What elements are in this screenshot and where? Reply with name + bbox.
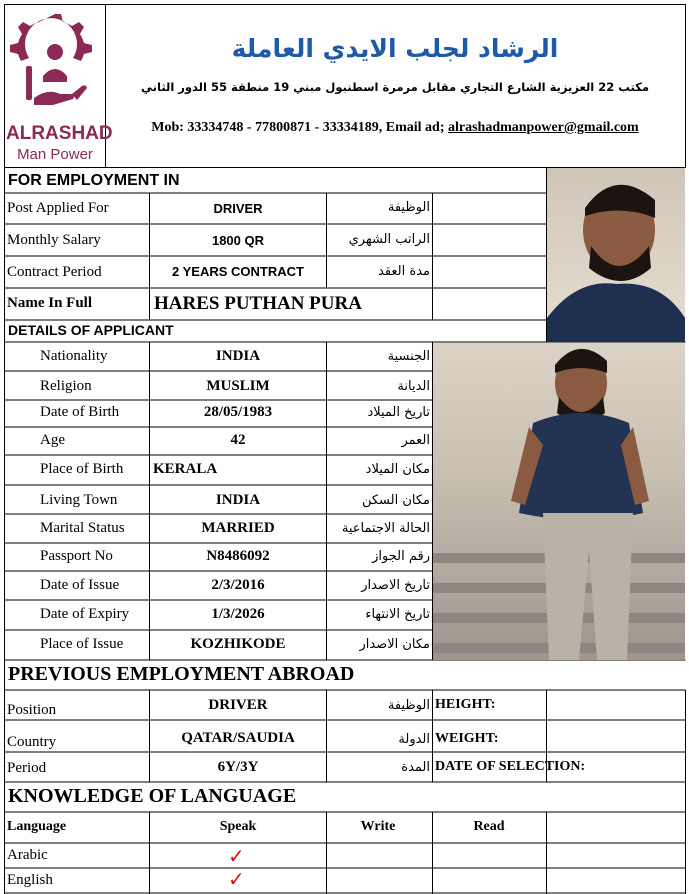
value-marital-status: MARRIED <box>201 520 275 536</box>
section-title-details: DETAILS OF APPLICANT <box>8 322 174 338</box>
arabic-label-religion: الديانة <box>397 379 430 394</box>
section-title-previous: PREVIOUS EMPLOYMENT ABROAD <box>8 663 355 685</box>
arabic-label-prev-country: الدولة <box>398 732 430 747</box>
value-religion: MUSLIM <box>206 378 270 394</box>
label-prev-country: Country <box>7 734 57 750</box>
label-place-of-issue: Place of Issue <box>40 636 124 652</box>
label-passport-no: Passport No <box>40 548 113 564</box>
label-contract-period: Contract Period <box>7 264 102 280</box>
company-logo <box>6 6 113 166</box>
contact-numbers: Mob: 33334748 - 77800871 - 33334189, Email ad; <box>151 120 445 135</box>
language-arabic: Arabic <box>7 847 48 863</box>
arabic-label-post: الوظيفة <box>387 200 430 215</box>
label-age: Age <box>40 432 65 448</box>
arabic-label-issue-place: مكان الاصدار <box>359 637 430 652</box>
label-marital-status: Marital Status <box>40 520 125 536</box>
value-contract-period: 2 YEARS CONTRACT <box>172 264 304 279</box>
english-speak-check-icon: ✓ <box>228 867 245 891</box>
arabic-label-living: مكان السكن <box>361 493 430 508</box>
logo-subtext: Man Power <box>17 146 93 163</box>
value-date-of-issue: 2/3/2016 <box>211 577 265 593</box>
language-col-header: Language <box>7 819 67 834</box>
applicant-portrait-photo <box>547 168 685 342</box>
arabic-label-salary: الراتب الشهري <box>348 232 430 247</box>
arabic-label-issue-date: تاريخ الاصدار <box>361 578 430 593</box>
label-date-of-selection: DATE OF SELECTION: <box>435 759 586 774</box>
value-monthly-salary: 1800 QR <box>211 233 265 248</box>
arabic-label-prev-period: المدة <box>401 760 430 775</box>
value-passport-no: N8486092 <box>206 548 270 564</box>
label-nationality: Nationality <box>40 348 108 364</box>
logo-text: ALRASHAD <box>6 123 113 144</box>
label-post-applied: Post Applied For <box>7 200 109 216</box>
company-name-arabic: الرشاد لجلب الايدي العاملة <box>231 34 559 63</box>
label-religion: Religion <box>40 378 92 394</box>
value-prev-position: DRIVER <box>208 697 268 713</box>
section-title-language: KNOWLEDGE OF LANGUAGE <box>8 785 297 807</box>
label-date-of-issue: Date of Issue <box>40 577 120 593</box>
label-weight: WEIGHT: <box>435 731 499 746</box>
arabic-label-prev-position: الوظيفة <box>387 698 430 713</box>
value-nationality: INDIA <box>215 348 261 364</box>
label-date-of-birth: Date of Birth <box>40 404 120 420</box>
value-age: 42 <box>230 432 246 448</box>
value-post-applied: DRIVER <box>213 201 263 216</box>
label-name-in-full: Name In Full <box>7 295 93 311</box>
read-col-header: Read <box>473 819 505 834</box>
contact-line <box>110 121 680 135</box>
company-address-arabic: مكتب 22 العزيزية الشارع التجاري مقابل مرمرة اسطنبول مبني 19 منطقة 55 الدور الثاني <box>141 80 649 94</box>
arabic-label-marital: الحالة الاجتماعية <box>341 521 430 536</box>
arabic-label-age: العمر <box>401 433 430 448</box>
label-monthly-salary: Monthly Salary <box>7 232 101 248</box>
arabic-label-passport: رقم الجواز <box>372 549 430 564</box>
label-prev-position: Position <box>7 702 57 718</box>
value-date-of-expiry: 1/3/2026 <box>211 606 265 622</box>
speak-col-header: Speak <box>219 819 257 834</box>
label-living-town: Living Town <box>40 492 118 508</box>
arabic-label-expiry: تاريخ الانتهاء <box>365 607 430 622</box>
applicant-full-body-photo <box>433 343 685 660</box>
value-place-of-birth: KERALA <box>153 461 218 477</box>
label-place-of-birth: Place of Birth <box>40 461 124 477</box>
value-name-in-full: HARES PUTHAN PURA <box>154 293 362 314</box>
arabic-label-pob: مكان الميلاد <box>365 462 430 477</box>
arabic-speak-check-icon: ✓ <box>228 844 245 868</box>
label-prev-period: Period <box>7 760 47 776</box>
value-prev-period: 6Y/3Y <box>217 759 259 775</box>
arabic-label-nationality: الجنسية <box>387 349 430 364</box>
arabic-label-dob: تاريخ الميلاد <box>367 405 430 420</box>
value-date-of-birth: 28/05/1983 <box>203 404 273 420</box>
arabic-label-contract: مدة العقد <box>378 264 430 279</box>
value-place-of-issue: KOZHIKODE <box>190 636 286 652</box>
full-body-figure <box>433 343 685 660</box>
email-link[interactable]: alrashadmanpower@gmail.com <box>447 120 639 135</box>
label-date-of-expiry: Date of Expiry <box>40 606 130 622</box>
logo-emblem-icon <box>6 6 104 124</box>
portrait-figure <box>547 168 685 342</box>
value-prev-country: QATAR/SAUDIA <box>181 730 295 746</box>
label-height: HEIGHT: <box>435 697 496 712</box>
value-living-town: INDIA <box>215 492 261 508</box>
section-title-employment: FOR EMPLOYMENT IN <box>8 172 180 189</box>
language-english: English <box>7 872 53 888</box>
write-col-header: Write <box>360 819 396 834</box>
